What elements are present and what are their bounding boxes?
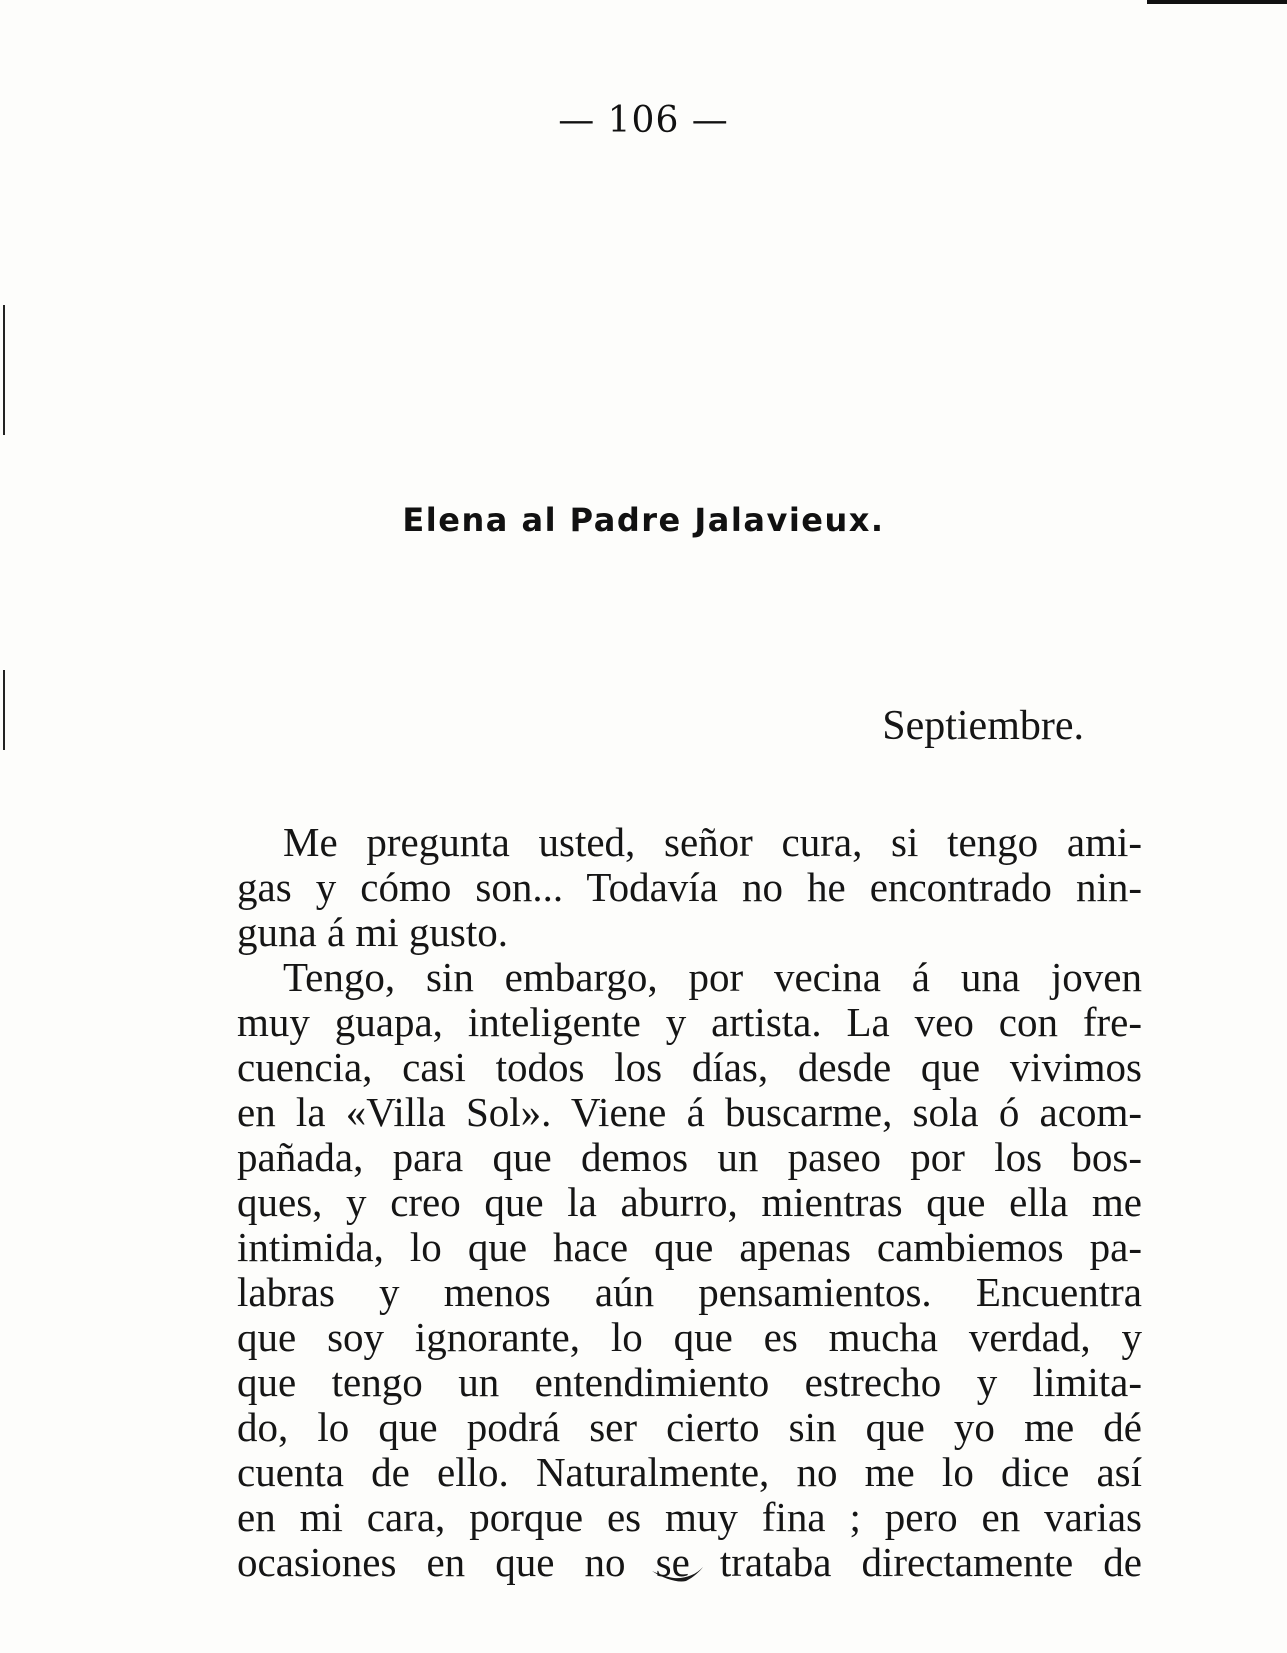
text-line: ocasiones en que no se trataba directamente de: [237, 1539, 1142, 1585]
text-line: que tengo un entendimiento estrecho y limita-: [237, 1359, 1142, 1405]
text-line: en la «Villa Sol». Viene á buscarme, sola ó acom-: [237, 1089, 1142, 1135]
text-line: labras y menos aún pensamientos. Encuentra: [237, 1269, 1142, 1315]
ink-smudge: [650, 1565, 705, 1585]
text-line: intimida, lo que hace que apenas cambiemos pa-: [237, 1224, 1142, 1270]
text-line: cuenta de ello. Naturalmente, no me lo dice así: [237, 1449, 1142, 1495]
text-line: muy guapa, inteligente y artista. La veo con fre-: [237, 999, 1142, 1045]
page-number: — 106 —: [558, 100, 729, 141]
text-line: do, lo que podrá ser cierto sin que yo me dé: [237, 1404, 1142, 1450]
text-line: guna á mi gusto.: [237, 909, 509, 955]
text-line: en mi cara, porque es muy fina ; pero en varias: [237, 1494, 1142, 1540]
letter-heading: Elena al Padre Jalavieux.: [402, 501, 885, 539]
scan-edge-mark: [1147, 0, 1287, 4]
text-line: cuencia, casi todos los días, desde que vivimos: [237, 1044, 1142, 1090]
text-line: que soy ignorante, lo que es mucha verdad, y: [237, 1314, 1142, 1360]
letter-body: [237, 820, 1142, 1585]
scan-edge-mark: [3, 305, 5, 435]
text-line: gas y cómo son... Todavía no he encontrado nin-: [237, 864, 1142, 910]
text-line: ques, y creo que la aburro, mientras que ella me: [237, 1179, 1142, 1225]
letter-dateline: Septiembre.: [882, 703, 1084, 749]
text-line: pañada, para que demos un paseo por los bos-: [237, 1134, 1142, 1180]
text-line: Tengo, sin embargo, por vecina á una joven: [283, 954, 1142, 1000]
scan-edge-mark: [3, 670, 5, 750]
text-line: Me pregunta usted, señor cura, si tengo ami-: [283, 819, 1142, 865]
